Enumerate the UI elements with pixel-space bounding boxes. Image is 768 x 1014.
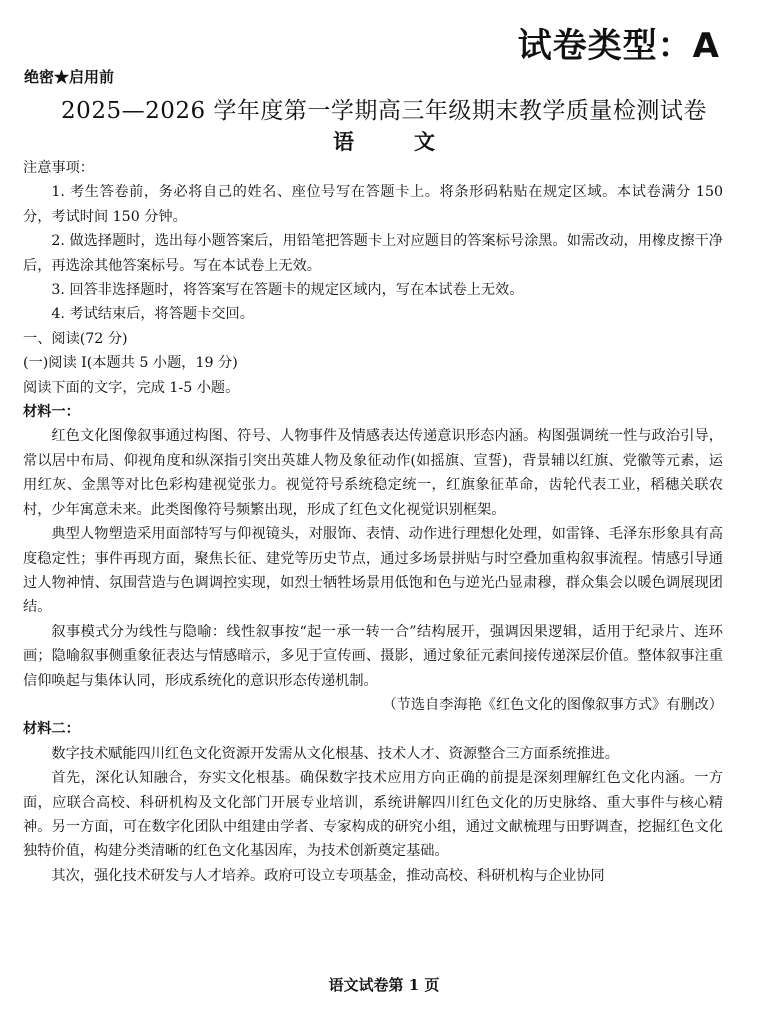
subsection-title: (一)阅读 Ⅰ(本题共 5 小题，19 分): [23, 355, 238, 372]
notice-item: 4. 考试结束后，将答题卡交回。: [51, 306, 254, 323]
material1-paragraph: 典型人物塑造采用面部特写与仰视镜头，对服饰、表情、动作进行理想化处理，如雷锋、毛泽东形象具有高度稳定性；事件再现方面，聚焦长征、建党等历史节点，通过多场景拼贴与时空叠加重构叙事流程。情感引导通过人物神情、氛围营造与色调调控实现，如烈士牺牲场景用低饱和色与逆光凸显肃穆，群众集会以暖色调展现团结。: [23, 526, 723, 616]
material2-paragraph: 首先，深化认知融合，夯实文化根基。确保数字技术应用方向正确的前提是深刻理解红色文化内涵。一方面，应联合高校、科研机构及文化部门开展专业培训，系统讲解四川红色文化的历史脉络、重大事件与核心精神。另一方面，可在数字化团队中组建由学者、专家构成的研究小组，通过文献梳理与田野调查，挖掘红色文化独特价值，构建分类清晰的红色文化基因库，为技术创新奠定基础。: [23, 770, 723, 860]
page-footer: 语文试卷第 1 页: [328, 976, 440, 994]
material1-paragraph: 红色文化图像叙事通过构图、符号、人物事件及情感表达传递意识形态内涵。构图强调统一性与政治引导，常以居中布局、仰视角度和纵深指引突出英雄人物及象征动作(如摇旗、宣誓)，背景辅以红旗、党徽等元素，运用红灰、金黑等对比色彩构建视觉张力。视觉符号系统稳定统一，红旗象征革命，齿轮代表工业，稻穗关联农村，少年寓意未来。此类图像符号频繁出现，形成了红色文化视觉识别框架。: [23, 428, 723, 518]
material2-label: 材料二：: [23, 721, 80, 738]
paper-type-label: 试卷类型：A: [517, 26, 720, 66]
exam-title: 2025—2026 学年度第一学期高三年级期末教学质量检测试卷: [61, 98, 707, 124]
material1-paragraph: 叙事模式分为线性与隐喻：线性叙事按“起一承一转一合”结构展开，强调因果逻辑，适用于纪录片、连环画；隐喻叙事侧重象征表达与情感暗示，多见于宣传画、摄影，通过象征元素间接传递深层价值。整体叙事注重信仰唤起与集体认同，形成系统化的意识形态传递机制。: [23, 623, 723, 689]
notice-item: 1. 考生答卷前，务必将自己的姓名、座位号写在答题卡上。将条形码粘贴在规定区域。本试卷满分 150 分，考试时间 150 分钟。: [23, 184, 723, 225]
material1-label: 材料一：: [23, 404, 80, 421]
subject-title: 语文: [333, 129, 495, 154]
section-title: 一、阅读(72 分): [23, 330, 128, 347]
material2-paragraph: 其次，强化技术研发与人才培养。政府可设立专项基金，推动高校、科研机构与企业协同: [51, 867, 605, 884]
notice-item: 2. 做选择题时，选出每小题答案后，用铅笔把答题卡上对应题目的答案标号涂黑。如需改动，用橡皮擦干净后，再选涂其他答案标号。写在本试卷上无效。: [23, 233, 723, 274]
reading-instruction: 阅读下面的文字，完成 1-5 小题。: [23, 379, 240, 396]
notice-heading: 注意事项：: [23, 160, 94, 176]
material2-paragraph: 数字技术赋能四川红色文化资源开发需从文化根基、技术人才、资源整合三方面系统推进。: [51, 745, 619, 762]
notice-item: 3. 回答非选择题时，将答案写在答题卡的规定区域内，写在本试卷上无效。: [51, 282, 524, 299]
confidential-mark: 绝密★启用前: [24, 68, 115, 86]
material1-source: （节选自李海艳《红色文化的图像叙事方式》有删改）: [382, 696, 723, 713]
exam-body: [23, 156, 723, 888]
